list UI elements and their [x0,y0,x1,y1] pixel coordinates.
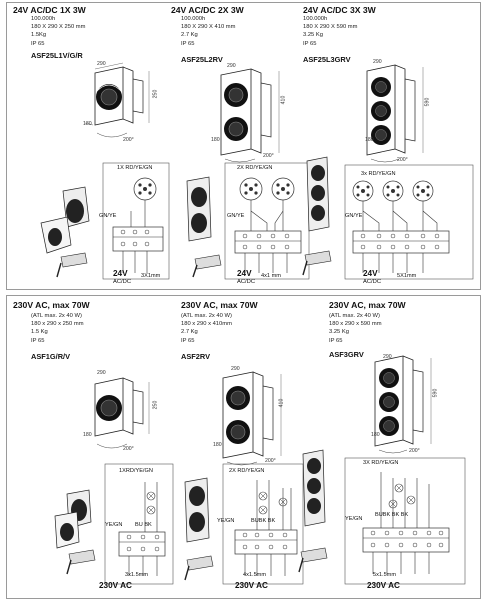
dim-width: 290 [227,63,236,69]
spec-atl: (ATL max. 2x 40 W) [31,313,82,319]
spec-weight: 3.25 Kg [329,329,349,336]
spec-dimensions: 180 x 290 x 410mm [181,321,232,328]
product-specs [181,15,235,48]
spec-weight: 2.7 Kg [181,32,198,39]
cable-spec: 4x1.5mm [243,572,267,578]
spec-ip: IP 65 [329,337,343,344]
spec-weight: 3.25 Kg [303,32,323,39]
product-specs [181,312,232,345]
spec-weight: 1.5 Kg [31,329,48,336]
dim-width: 290 [97,370,106,376]
product-code: ASF25L1V/G/R [31,51,83,60]
dim-height: 590 [424,97,431,107]
product-title: 230V AC, max 70W [181,300,258,310]
product-title: 230V AC, max 70W [13,300,90,310]
wiring-label: 2X RD/YE/GN [229,468,265,474]
spec-weight: 1.5Kg [31,32,47,39]
product-code: ASF2RV [181,352,211,361]
dim-rotation: 200° [409,448,420,454]
terminal-label: YE/GN [105,522,123,528]
dim-depth: 180 [83,121,92,127]
spec-ip: IP 65 [181,40,195,47]
terminal-codes: BUBK BK [251,518,276,524]
wiring-label: 2X RD/YE/GN [237,165,273,171]
terminal-label: YE/GN [345,516,363,522]
voltage-sub: AC/DC [237,279,256,285]
dim-width: 290 [97,61,106,67]
dim-depth: 180 [371,432,380,438]
spec-weight: 2.7 Kg [181,329,198,336]
wiring-diagram-1 [47,462,177,594]
signal-drawing-2-lamp [199,67,309,163]
cable-spec: 3x1.5mm [125,572,149,578]
spec-dimensions: 180 x 290 x 590 mm [329,321,382,328]
dim-rotation: 200° [123,137,134,143]
dim-width: 290 [231,366,240,372]
product-title: 230V AC, max 70W [329,300,406,310]
section-230v [6,295,481,599]
product-specs [31,15,85,48]
dim-rotation: 200° [263,153,274,159]
voltage-label: 230V AC [99,581,132,590]
product-title: 24V AC/DC 1X 3W [13,5,86,15]
dim-rotation: 200° [397,157,408,163]
spec-atl: (ATL max. 2x 40 W) [181,313,232,319]
voltage-label: 230V AC [367,581,400,590]
spec-dimensions: 180 x 290 x 250 mm [31,321,84,328]
voltage-label: 230V AC [235,581,268,590]
section-24v [6,2,481,290]
dim-width: 290 [373,59,382,65]
cable-spec: 3X1mm [141,273,161,279]
spec-dimensions: 180 X 290 X 250 mm [31,24,86,31]
signal-drawing-3-lamp [349,65,459,165]
wiring-diagram-1 [27,161,173,285]
dim-width: 290 [383,354,392,360]
dim-rotation: 200° [123,446,134,452]
product-code: ASF3GRV [329,350,364,359]
spec-dimensions: 180 X 290 X 590 mm [303,24,358,31]
cable-spec: 5x1.5mm [373,572,397,578]
voltage-label: 24V [363,269,378,278]
spec-lifetime: 100.000h [303,16,328,22]
dim-height: 250 [152,400,159,410]
terminal-codes: BUBK BK BK [375,512,409,518]
dim-depth: 180 [213,442,222,448]
voltage-sub: AC/DC [363,279,382,285]
wiring-label: 1XRD/YE/GN [119,468,153,474]
dim-height: 250 [152,89,159,99]
product-specs [329,312,382,345]
product-code: ASF25L3GRV [303,55,351,64]
spec-ip: IP 65 [303,40,317,47]
terminal-codes: BU BK [135,522,152,528]
wiring-diagram-2 [175,161,315,285]
product-title: 24V AC/DC 2X 3W [171,5,244,15]
dim-height: 410 [280,95,287,105]
signal-drawing-1-lamp [67,372,177,458]
terminal-label: GN/YE [99,213,117,219]
cable-spec: 4x1 mm [261,273,281,279]
cable-spec: 5X1mm [397,273,417,279]
spec-ip: IP 65 [31,40,45,47]
product-specs [303,15,357,48]
spec-ip: IP 65 [31,337,45,344]
dim-rotation: 200° [265,458,276,464]
dim-height: 590 [432,388,439,398]
wiring-label: 1X RD/YE/GN [117,165,153,171]
wiring-label: 3x RD/YE/GN [361,171,396,177]
terminal-label: YE/GN [217,518,235,524]
product-code: ASF25L2RV [181,55,223,64]
wiring-label: 3X RD/YE/GN [363,460,399,466]
spec-atl: (ATL max. 2x 40 W) [329,313,380,319]
dim-depth: 180 [83,432,92,438]
product-title: 24V AC/DC 3X 3W [303,5,376,15]
dim-height: 410 [278,398,285,408]
wiring-diagram-2 [177,464,307,594]
product-code: ASF1G/R/V [31,352,71,361]
signal-drawing-3-lamp [357,356,467,456]
spec-lifetime: 100.000h [181,16,206,22]
spec-ip: IP 65 [181,337,195,344]
signal-drawing-2-lamp [201,370,311,466]
voltage-sub: AC/DC [113,279,132,285]
voltage-label: 24V [237,269,252,278]
spec-lifetime: 100.000h [31,16,56,22]
terminal-label: GN/YE [345,213,363,219]
spec-dimensions: 180 X 290 X 410 mm [181,24,236,31]
terminal-label: GN/YE [227,213,245,219]
product-specs [31,312,84,345]
signal-drawing-1-lamp [67,61,177,147]
voltage-label: 24V [113,269,128,278]
dim-depth: 180 [211,137,220,143]
dim-depth: 180 [365,137,374,143]
